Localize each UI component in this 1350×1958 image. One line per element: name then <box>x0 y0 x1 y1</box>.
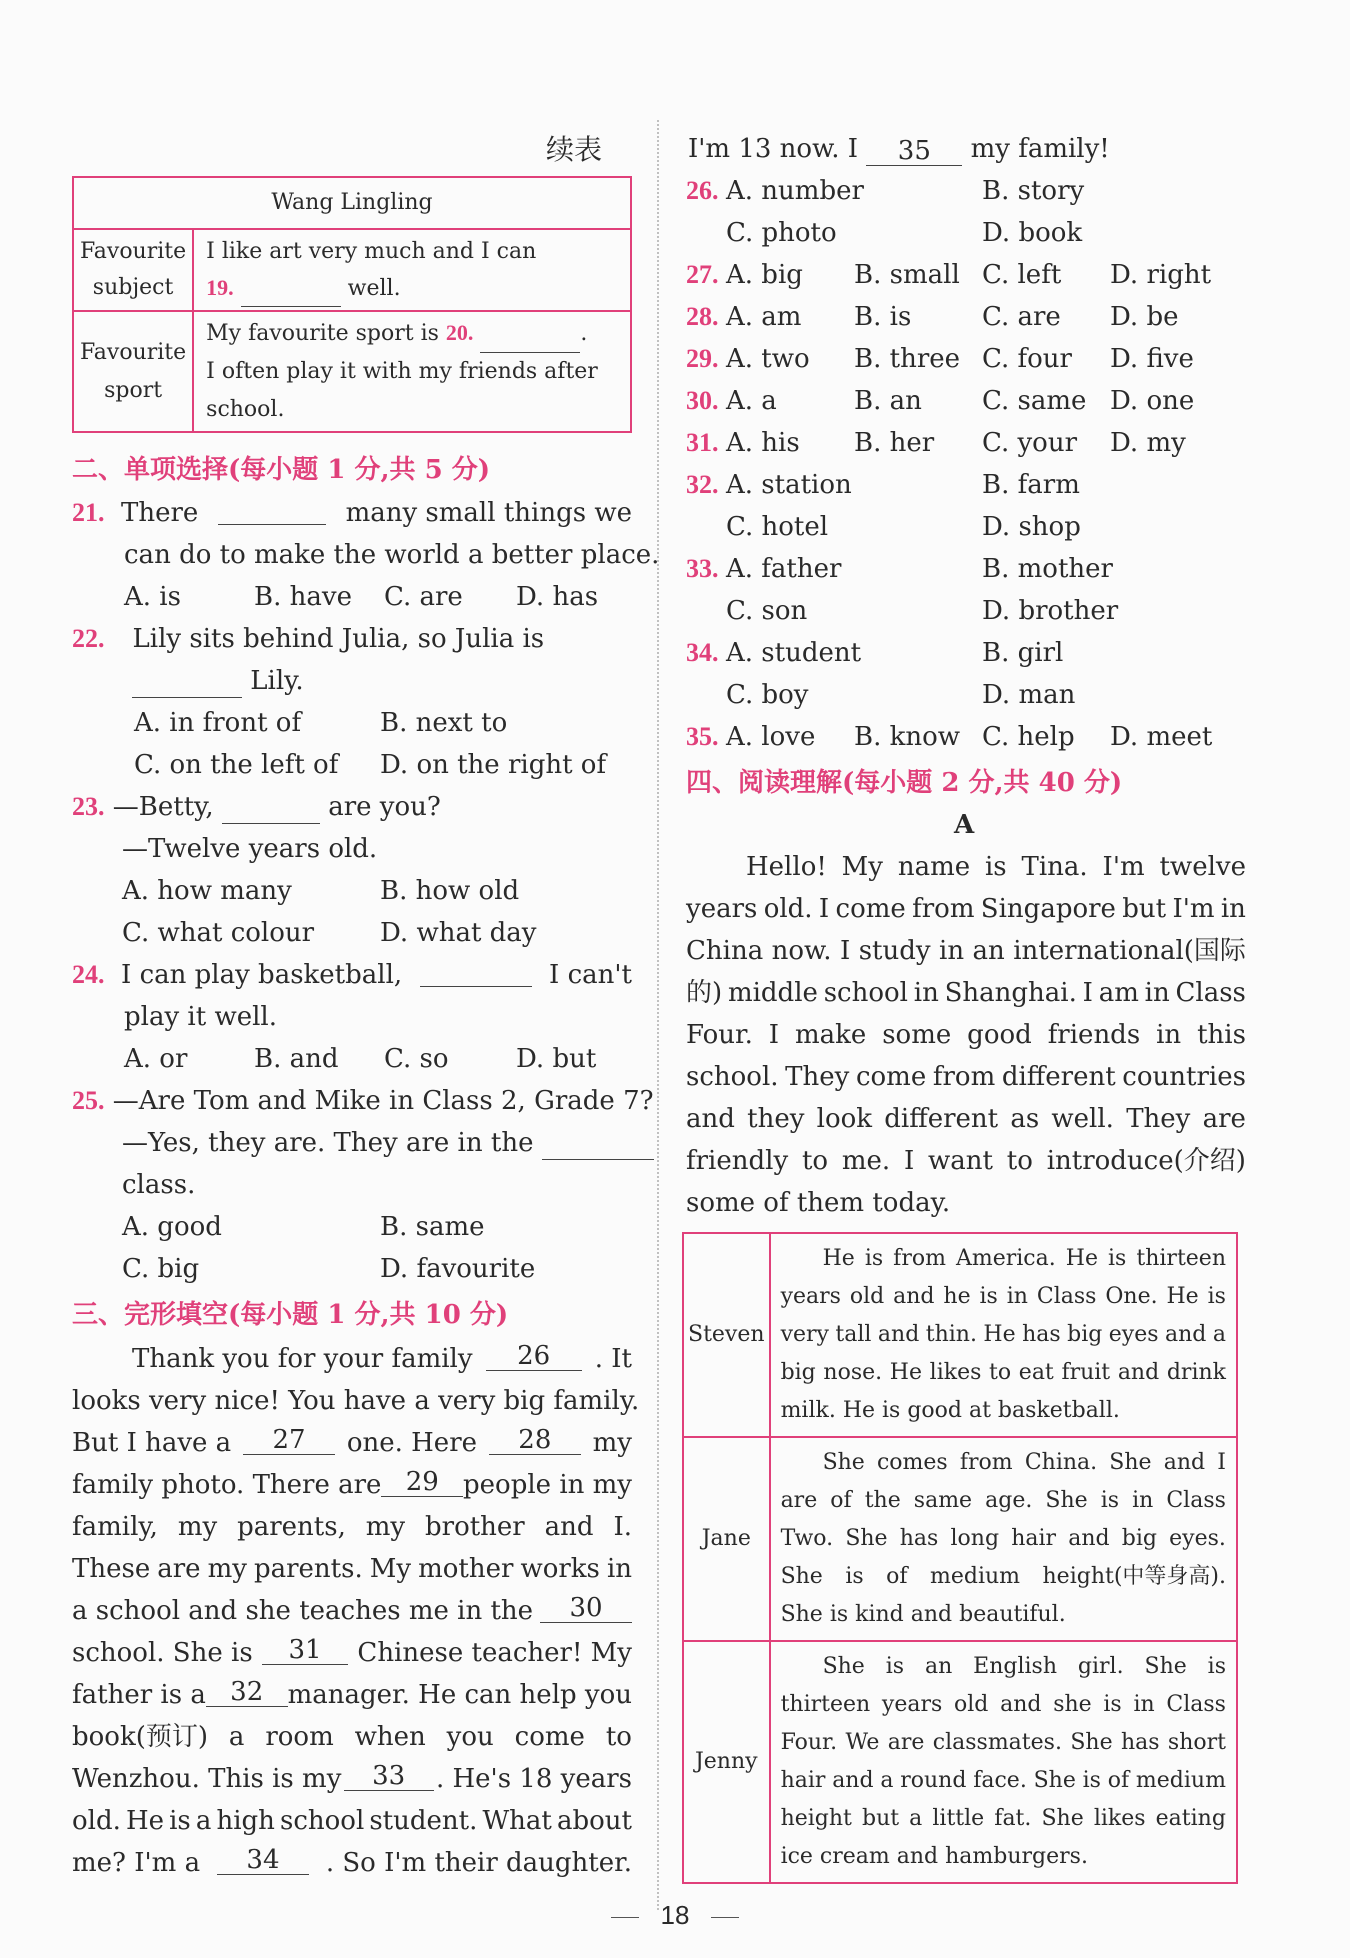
choice-option[interactable]: B. three <box>854 344 961 374</box>
cloze-line-2: looks very nice! You have a very big family. <box>72 1386 640 1416</box>
blank-34[interactable]: 34 <box>217 1846 309 1875</box>
choice-option[interactable]: C. hotel <box>726 512 829 542</box>
choice-option[interactable]: A. big <box>726 260 803 290</box>
cloze-line-4: family photo. There are 29 people in my <box>72 1467 632 1500</box>
passage-line: friendly to me. I want to introduce(介绍) <box>686 1146 1246 1176</box>
choice-option[interactable]: B. is <box>854 302 912 332</box>
passage-line: China now. I study in an international(国际 <box>686 936 1246 966</box>
choice-option[interactable]: B. girl <box>982 638 1064 668</box>
q25-options-row1: A. good B. same <box>122 1212 485 1242</box>
cloze-line-11: Wenzhou. This is my 33 . He's 18 years <box>72 1761 632 1794</box>
row-label-subject: Favourite subject <box>73 229 193 311</box>
q25-line2: —Yes, they are. They are in the <box>122 1126 654 1160</box>
choice-row-6-b <box>726 510 1081 544</box>
choice-row-0-a: 26. A. number B. story <box>686 176 1085 206</box>
choice-option[interactable]: D. brother <box>982 596 1119 626</box>
section-4-title: 四、阅读理解(每小题 2 分,共 40 分) <box>686 768 1123 798</box>
blank-26[interactable]: 26 <box>486 1342 582 1371</box>
wang-lingling-table <box>72 176 632 433</box>
q23-line1: 23. —Betty, are you? <box>72 792 441 822</box>
choice-option[interactable]: A. his <box>726 428 800 458</box>
choice-option[interactable]: D. one <box>1110 386 1195 416</box>
choice-option[interactable]: A. father <box>726 554 842 584</box>
q22-line2: Lily. <box>132 664 304 698</box>
cloze-line-13: me? I'm a 34 . So I'm their daughter. <box>72 1845 632 1878</box>
person-description: She comes from China. She and I are of the same age. She is in Class Two. She has long hair and big eyes. She is of medium height(中等身高). She is kind and beautiful. <box>770 1437 1237 1641</box>
cloze-line-5: family, my parents, my brother and I. <box>72 1512 632 1542</box>
person-name: Steven <box>683 1233 770 1437</box>
choice-option[interactable]: A. love <box>726 722 816 752</box>
choice-option[interactable]: B. farm <box>982 470 1080 500</box>
sport-text: I often play it with my friends after school. <box>206 359 598 422</box>
passage-line: and they look different as well. They are <box>686 1104 1246 1134</box>
q21-line1: 21. There many small things we <box>72 498 632 528</box>
blank-28[interactable]: 28 <box>489 1426 581 1455</box>
choice-option[interactable]: D. book <box>982 218 1083 248</box>
choice-option[interactable]: A. station <box>726 470 852 500</box>
section-3-title: 三、完形填空(每小题 1 分,共 10 分) <box>72 1300 509 1330</box>
q21-line2: can do to make the world a better place. <box>124 540 660 570</box>
passage-line: years old. I come from Singapore but I'm in <box>686 894 1246 924</box>
cloze-line-10: book(预订) a room when you come to <box>72 1722 632 1752</box>
person-description: She is an English girl. She is thirteen years old and she is in Class Four. We are classmates. She has short hair and a round face. She is of medium height but a little fat. She likes eating ice cream and hamburgers. <box>770 1641 1237 1883</box>
choice-option[interactable]: B. small <box>854 260 960 290</box>
choice-option[interactable]: C. son <box>726 596 808 626</box>
choice-option[interactable]: A. student <box>726 638 862 668</box>
passage-line: school. They come from different countries <box>686 1062 1246 1092</box>
cloze-line-6: These are my parents. My mother works in <box>72 1554 632 1584</box>
choice-option[interactable]: D. right <box>1110 260 1212 290</box>
choice-option[interactable]: B. know <box>854 722 961 752</box>
passage-line: Hello! My name is Tina. I'm twelve <box>746 852 1246 882</box>
choice-option[interactable]: B. an <box>854 386 922 416</box>
cloze-line-7: a school and she teaches me in the 30 <box>72 1594 632 1628</box>
continued-label: 续表 <box>546 133 603 166</box>
q20-number: 20. <box>445 320 474 345</box>
blank-29[interactable]: 29 <box>381 1468 463 1497</box>
choice-option[interactable]: A. am <box>726 302 802 332</box>
q21-options: A. is B. have C. are D. has <box>124 582 599 612</box>
choice-row-9: 35. A. love B. know C. help D. meet <box>686 720 1230 754</box>
table-header: Wang Lingling <box>73 177 631 229</box>
blank-31[interactable]: 31 <box>262 1636 348 1665</box>
q24-options: A. or B. and C. so D. but <box>124 1044 597 1074</box>
cloze-line-12: old. He is a high school student. What about <box>72 1806 632 1836</box>
choice-row-4: 30. A. a B. an C. same D. one <box>686 384 1230 418</box>
choice-row-3: 29. A. two B. three C. four D. five <box>686 342 1230 376</box>
choice-option[interactable]: C. help <box>982 722 1075 752</box>
subject-line: I like art very much and I can <box>206 238 537 264</box>
choice-row-7-b <box>726 594 1118 628</box>
choice-option[interactable]: B. her <box>854 428 935 458</box>
subject-blank-line: 19. well. <box>206 270 618 307</box>
q25-blank[interactable] <box>542 1131 654 1160</box>
passage-a-title: A <box>954 810 975 840</box>
choice-option[interactable]: D. meet <box>1110 722 1213 752</box>
choice-option[interactable]: C. photo <box>726 218 837 248</box>
q21-blank[interactable] <box>218 496 326 525</box>
row-label-sport: Favourite sport <box>73 311 193 432</box>
section-2-title: 二、单项选择(每小题 1 分,共 5 分) <box>72 455 491 485</box>
choice-row-8-a: 34. A. student B. girl <box>686 638 1064 668</box>
q25-line3: class. <box>122 1170 196 1200</box>
people-table <box>682 1232 1238 1884</box>
choice-option[interactable]: B. mother <box>982 554 1113 584</box>
q24-blank[interactable] <box>420 958 532 987</box>
q24-line1: 24. I can play basketball, I can't <box>72 960 632 990</box>
sport-line: My favourite sport is 20. . <box>206 314 618 353</box>
choice-row-8-b <box>726 678 1075 712</box>
q20-blank[interactable] <box>480 324 580 353</box>
q23-blank[interactable] <box>222 795 320 824</box>
q19-blank[interactable] <box>241 278 341 307</box>
q22-options-row1: A. in front of B. next to <box>134 708 508 738</box>
choice-row-0-b <box>726 216 1082 250</box>
person-row <box>683 1437 1237 1641</box>
blank-33[interactable]: 33 <box>344 1762 434 1791</box>
choice-option[interactable]: A. number <box>726 176 864 206</box>
person-row <box>683 1641 1237 1883</box>
choice-row-6-a: 32. A. station B. farm <box>686 470 1080 500</box>
choice-row-7-a: 33. A. father B. mother <box>686 554 1113 584</box>
blank-30[interactable]: 30 <box>540 1594 632 1623</box>
q22-blank[interactable] <box>132 669 242 698</box>
choice-row-1: 27. A. big B. small C. left D. right <box>686 258 1230 292</box>
choice-option[interactable]: D. my <box>1110 428 1186 458</box>
choice-option[interactable]: C. four <box>982 344 1072 374</box>
choice-option[interactable]: D. five <box>1110 344 1194 374</box>
footer-dash-left <box>611 1917 639 1918</box>
choice-option[interactable]: A. a <box>726 386 777 416</box>
choice-option[interactable]: A. two <box>726 344 810 374</box>
choice-option[interactable]: C. are <box>982 302 1061 332</box>
blank-32[interactable]: 32 <box>206 1678 288 1707</box>
q23-line2: —Twelve years old. <box>122 834 378 864</box>
person-name: Jenny <box>683 1641 770 1883</box>
page-footer <box>0 1900 1350 1931</box>
person-name: Jane <box>683 1437 770 1641</box>
q22-line1: 22. Lily sits behind Julia, so Julia is <box>72 624 545 654</box>
q25-options-row2: C. big D. favourite <box>122 1254 536 1284</box>
blank-35[interactable]: 35 <box>866 137 962 166</box>
passage-line: 的) middle school in Shanghai. I am in Class <box>686 978 1246 1008</box>
person-description: He is from America. He is thirteen years old and he is in Class One. He is very tall and thin. He has big eyes and a big nose. He likes to eat fruit and drink milk. He is good at basketball. <box>770 1233 1237 1437</box>
choice-option[interactable]: D. shop <box>982 512 1081 542</box>
q23-options-row2: C. what colour D. what day <box>122 918 537 948</box>
cloze-line-1: Thank you for your family 26 . It <box>132 1341 632 1374</box>
blank-27[interactable]: 27 <box>243 1426 335 1455</box>
q19-number: 19. <box>206 274 234 300</box>
choice-option[interactable]: C. same <box>982 386 1087 416</box>
q22-options-row2: C. on the left of D. on the right of <box>134 750 607 780</box>
choice-option[interactable]: D. be <box>1110 302 1179 332</box>
person-row <box>683 1233 1237 1437</box>
q25-line1: 25. —Are Tom and Mike in Class 2, Grade 7? <box>72 1086 654 1116</box>
passage-line: some of them today. <box>686 1188 951 1218</box>
column-divider <box>657 120 659 1910</box>
cloze-line-3: But I have a 27 one. Here 28 my <box>72 1425 632 1458</box>
choice-option[interactable]: C. boy <box>726 680 809 710</box>
q23-options-row1: A. how many B. how old <box>122 876 520 906</box>
cloze-line-9: father is a 32 manager. He can help you <box>72 1677 632 1710</box>
choice-option[interactable]: C. left <box>982 260 1062 290</box>
passage-line: Four. I make some good friends in this <box>686 1020 1246 1050</box>
choice-option[interactable]: B. story <box>982 176 1085 206</box>
choice-option[interactable]: D. man <box>982 680 1076 710</box>
choice-row-5: 31. A. his B. her C. your D. my <box>686 426 1230 460</box>
footer-dash-right <box>711 1917 739 1918</box>
q24-line2: play it well. <box>124 1002 277 1032</box>
choice-option[interactable]: C. your <box>982 428 1078 458</box>
cloze-line-14: I'm 13 now. I 35 my family! <box>688 134 1110 166</box>
cloze-line-8: school. She is 31 Chinese teacher! My <box>72 1635 632 1668</box>
choice-row-2: 28. A. am B. is C. are D. be <box>686 300 1230 334</box>
page-number: 18 <box>660 1900 690 1930</box>
